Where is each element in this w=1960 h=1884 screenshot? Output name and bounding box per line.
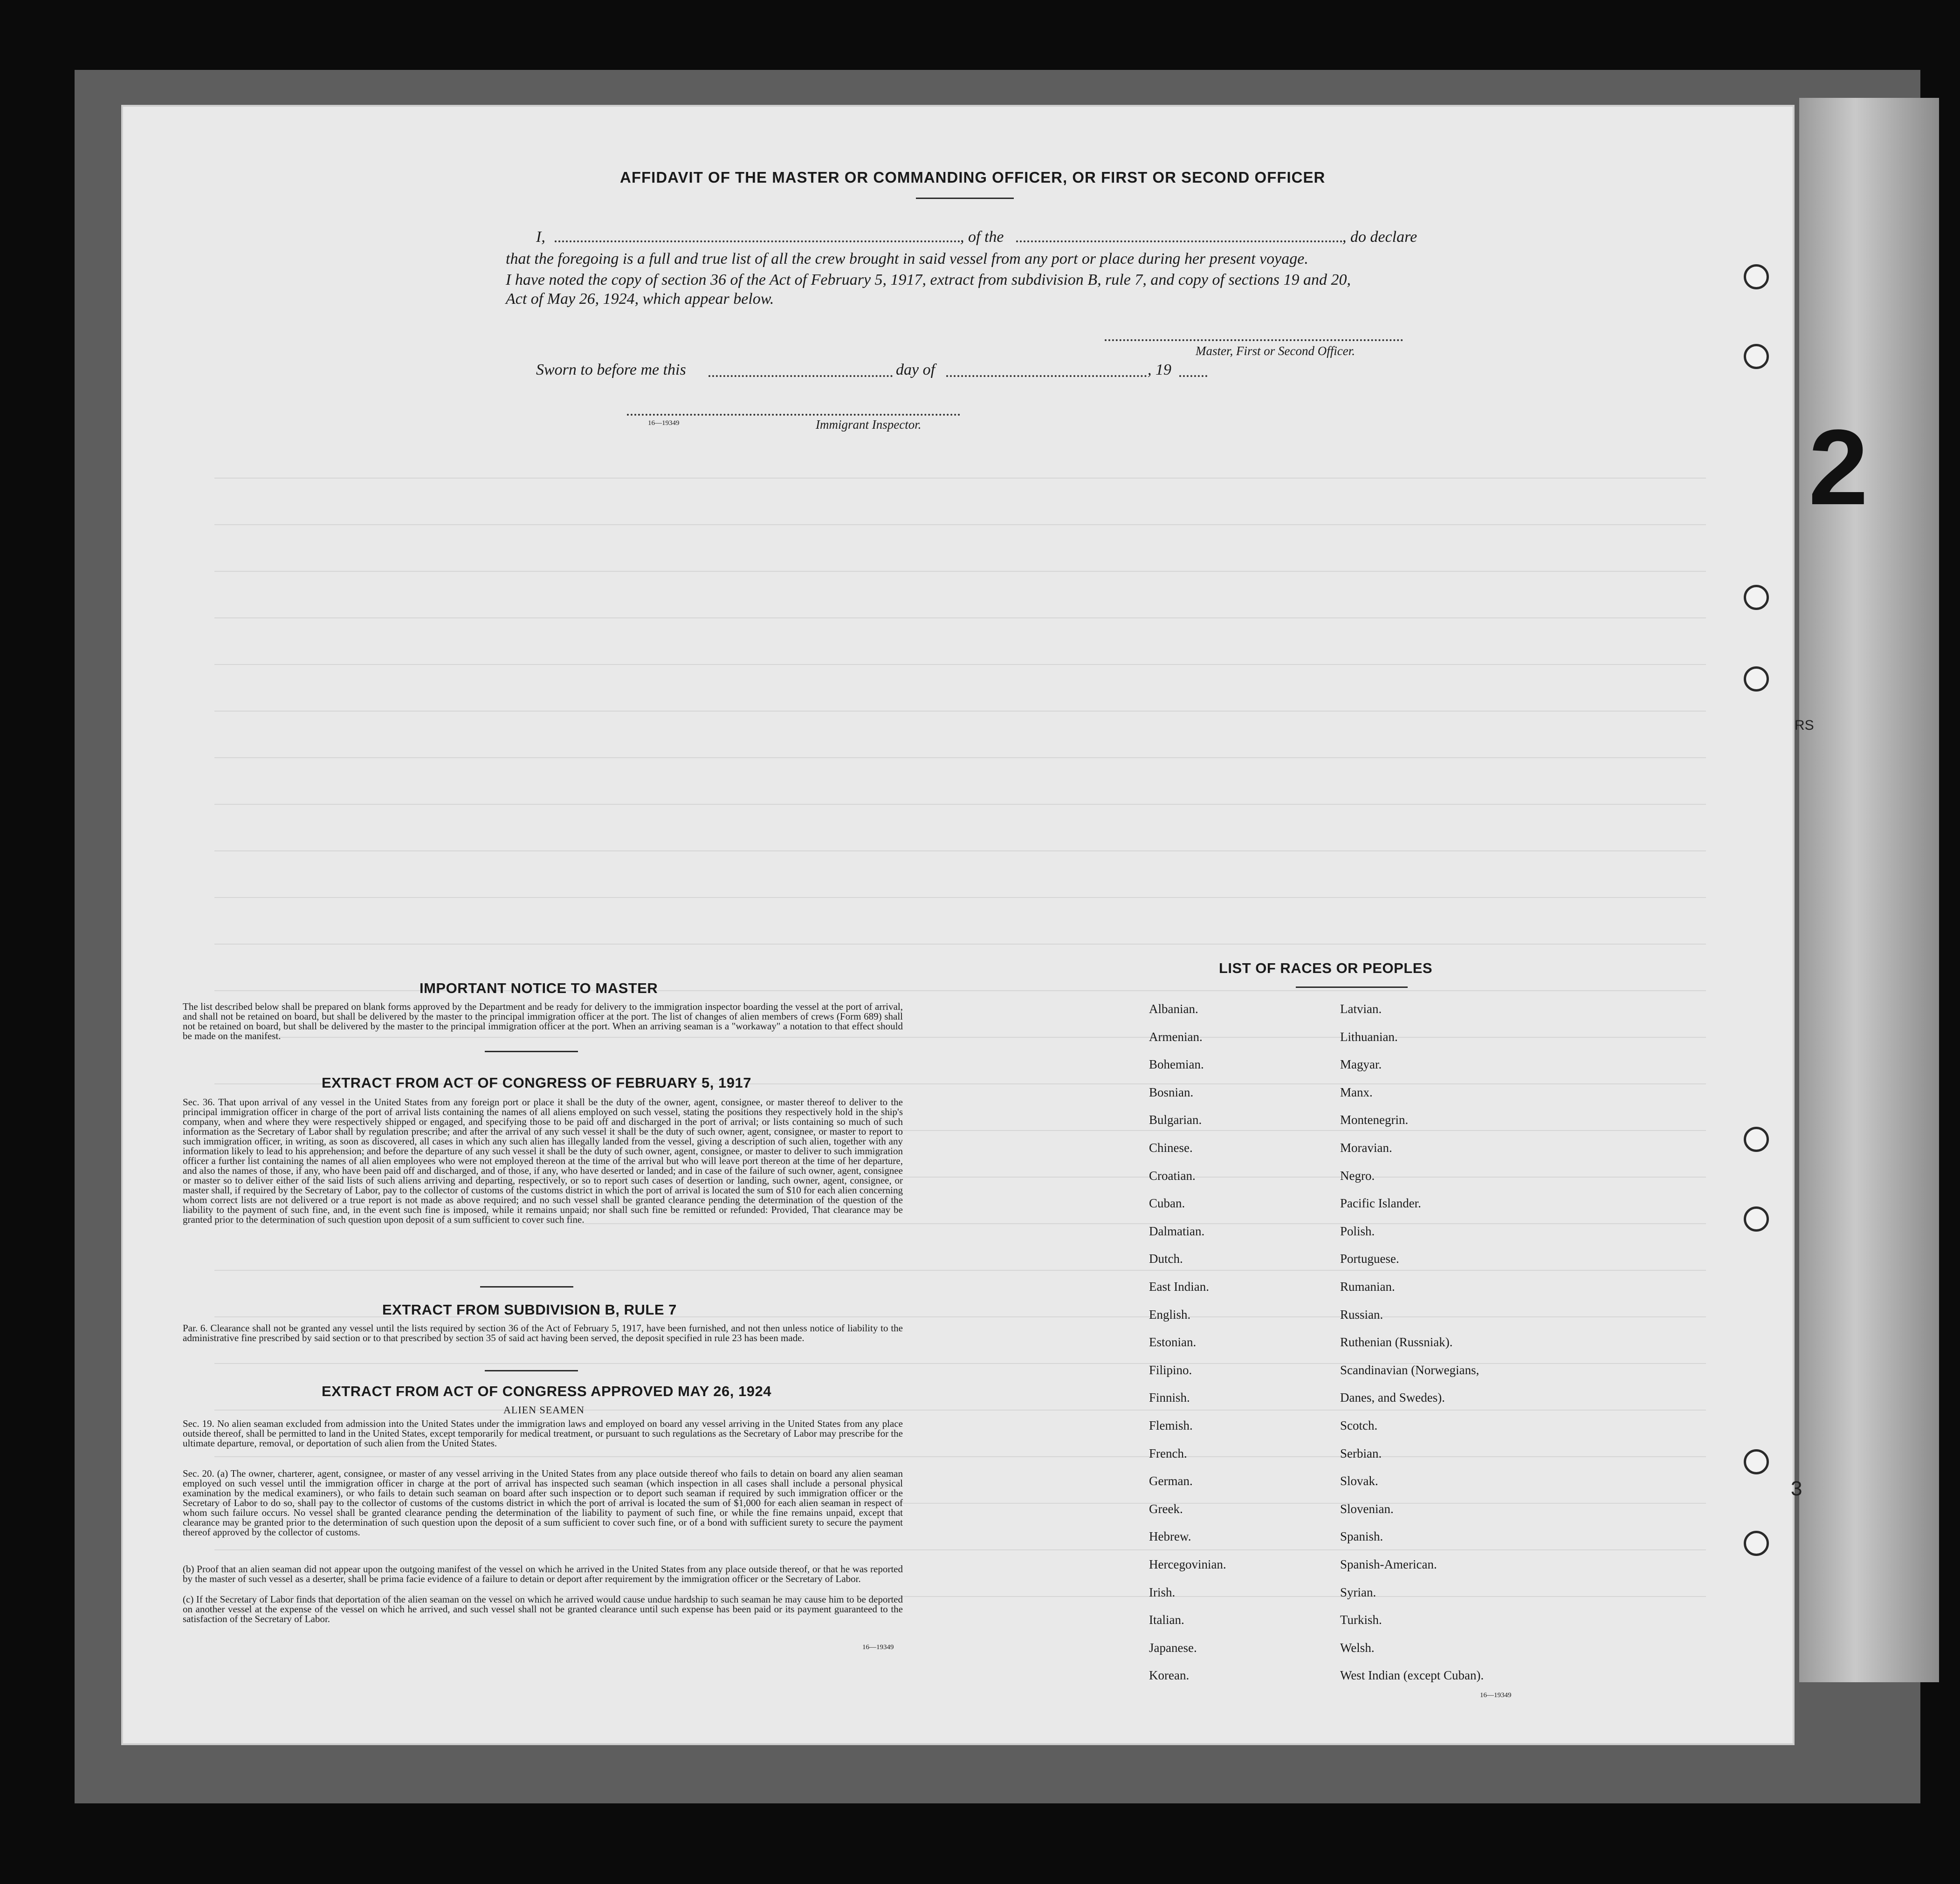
act1924-sec20b: (b) Proof that an alien seaman did not appear upon the outgoing manifest of the vessel on which he arrived in the United States from any place outside thereof, or that he was reported by the master of such vessel as a deserter, shall be prima facie evidence of a failure to detain or deport after requirement by the immigration officer or the Secretary of Labor. <box>183 1563 903 1584</box>
race-item: Finnish. <box>1149 1391 1190 1405</box>
affiant-label: I, <box>536 228 545 246</box>
race-item: Slovak. <box>1340 1474 1378 1488</box>
affidavit-line-4: Act of May 26, 1924, which appear below. <box>506 290 774 308</box>
day-of-label: day of <box>896 361 935 378</box>
form-number: 16—19349 <box>648 419 680 427</box>
race-item: Cuban. <box>1149 1196 1185 1211</box>
race-item: Bohemian. <box>1149 1057 1204 1072</box>
punch-hole <box>1744 666 1769 692</box>
race-item: Spanish. <box>1340 1529 1383 1544</box>
sworn-month-field[interactable] <box>946 375 1147 377</box>
punch-hole <box>1744 264 1769 289</box>
vessel-field[interactable] <box>1016 240 1342 242</box>
race-item: Scotch. <box>1340 1418 1378 1432</box>
notice-heading: IMPORTANT NOTICE TO MASTER <box>420 980 658 996</box>
race-item: Japanese. <box>1149 1640 1197 1655</box>
race-item: West Indian (except Cuban). <box>1340 1668 1484 1683</box>
race-item: Pacific Islander. <box>1340 1196 1421 1211</box>
punch-hole <box>1744 344 1769 369</box>
race-item: Dutch. <box>1149 1252 1183 1266</box>
race-item: Flemish. <box>1149 1418 1193 1432</box>
rule7-heading: EXTRACT FROM SUBDIVISION B, RULE 7 <box>382 1302 677 1318</box>
race-item: Slovenian. <box>1340 1501 1394 1516</box>
race-item: Turkish. <box>1340 1613 1382 1627</box>
sworn-year-field[interactable] <box>1179 375 1207 377</box>
affidavit-heading: AFFIDAVIT OF THE MASTER OR COMMANDING OFFICER, OR FIRST OR SECOND OFFICER <box>620 169 1326 186</box>
race-item: German. <box>1149 1474 1193 1488</box>
act1917-sec36: Sec. 36. That upon arrival of any vessel in the United States from any foreign port or place it shall be the duty of the owner, agent, consignee, or master thereof to deliver to the principal immigration officer in charge of the port of arrival lists containing the names of all aliens employed on such vessel, stating the positions they respectively hold in the ship's company, when and where they were respectively shipped or engaged, and specifying those to be paid off and discharged in the port of arrival; or lists containing so much of such information as the Secretary of Labor shall by regulation prescribe; and after the arrival of any such vessel it shall be the duty of such owner, agent, consignee, or master to report to such immigration officer, in writing, as soon as discovered, all cases in which any such alien has illegally landed from the vessel, giving a description of such alien, together with any information likely to lead to his apprehension; and before the departure of any such vessel it shall be the duty of such owner, agent, consignee, or master to deliver to such immigration officer a further list containing the names of all alien employees who were not employed thereon at the time of the arrival but who will leave port thereon at the time of her departure, and also the names of those, if any, who have been paid off and discharged, and of those, if any, who have deserted or landed; and in case of the failure of such owner, agent, consignee or master so to deliver either of the said lists of such aliens arriving and departing, respectively, or so to report such cases of desertion or landing, such owner, agent, consignee, or master shall, if required by the Secretary of Labor, pay to the collector of customs of the customs district in which the port of arrival is located the sum of $10 for each alien concerning whom correct lists are not delivered or a true report is not made as above required; and no such vessel shall be granted clearance pending the determination of the question of the liability to the payment of such fine, and, in the event such fine is imposed, while it remains unpaid; nor shall such fine be remitted or refunded: Provided, That clearance may be granted prior to the determination of such question upon deposit of a sum sufficient to cover such fine. <box>183 1096 903 1225</box>
race-item: Russian. <box>1340 1307 1383 1322</box>
notice-body: The list described below shall be prepared on blank forms approved by the Department and be ready for delivery to the immigration inspector boarding the vessel at the port of arrival, and shall not be retained on board, but shall be delivered by the master to the principal immigration officer at the port. The list of changes of alien members of crews (Form 689) shall not be retained on board, but shall be delivered by the master to the principal immigration officer at the port. When an arriving seaman is a "workaway" a notation to that effect should be made on the manifest. <box>183 1001 903 1041</box>
punch-hole <box>1744 1449 1769 1474</box>
inspector-signature-field[interactable] <box>627 414 960 416</box>
race-item: Latvian. <box>1340 1002 1382 1016</box>
race-item: Danes, and Swedes). <box>1340 1391 1445 1405</box>
race-item: Welsh. <box>1340 1640 1375 1655</box>
race-item: Italian. <box>1149 1613 1184 1627</box>
race-item: Scandinavian (Norwegians, <box>1340 1363 1479 1377</box>
affidavit-line-2: that the foregoing is a full and true list of all the crew brought in said vessel from any port or place during her present voyage. <box>506 250 1308 267</box>
race-item: Bosnian. <box>1149 1085 1194 1099</box>
heading-rule <box>916 198 1014 199</box>
race-item: Manx. <box>1340 1085 1373 1099</box>
do-declare-label: , do declare <box>1342 228 1417 246</box>
race-item: Korean. <box>1149 1668 1190 1683</box>
form-number: 16—19349 <box>862 1644 894 1651</box>
margin-edge-text: 3 <box>1791 1477 1802 1500</box>
section-rule <box>485 1051 578 1052</box>
act1917-heading: EXTRACT FROM ACT OF CONGRESS OF FEBRUARY 5, 1917 <box>322 1075 751 1091</box>
race-item: Chinese. <box>1149 1141 1193 1155</box>
race-item: Armenian. <box>1149 1029 1203 1044</box>
race-item: Albanian. <box>1149 1002 1198 1016</box>
act1924-subheading: ALIEN SEAMEN <box>503 1404 585 1416</box>
act1924-sec19: Sec. 19. No alien seaman excluded from admission into the United States under the immigration laws and employed on board any vessel arriving in the United States from any place outside thereof, shall be permitted to land in the United States, except temporarily for medical treatment, or pursuant to such regulations as the Secretary of Labor may prescribe for the ultimate departure, removal, or deportation of such alien from the United States. <box>183 1418 903 1449</box>
rule7-par6: Par. 6. Clearance shall not be granted any vessel until the lists required by section 36 of the Act of February 5, 1917, have been furnished, and not then unless notice of liability to the administrative fine prescribed by said section or to that prescribed by section 35 of said act having been served, the deposit specified in rule 23 has been made. <box>183 1322 903 1343</box>
act1924-heading: EXTRACT FROM ACT OF CONGRESS APPROVED MAY 26, 1924 <box>322 1383 771 1399</box>
section-rule <box>480 1286 573 1288</box>
sworn-label: Sworn to before me this <box>536 361 686 378</box>
race-item: Greek. <box>1149 1501 1183 1516</box>
affiant-name-field[interactable] <box>555 240 960 242</box>
race-item: Dalmatian. <box>1149 1224 1205 1238</box>
race-item: Syrian. <box>1340 1585 1376 1599</box>
of-the-label: , of the <box>960 228 1004 246</box>
race-item: Hebrew. <box>1149 1529 1191 1544</box>
year-label: , 19 <box>1148 361 1171 378</box>
race-item: Bulgarian. <box>1149 1113 1202 1127</box>
sworn-date-field[interactable] <box>708 375 893 377</box>
act1924-sec20c: (c) If the Secretary of Labor finds that deportation of the alien seaman on the vessel on which he arrived would cause undue hardship to such seaman he may cause him to be deported on another vessel at the expense of the vessel on which he arrived, and such vessel shall not be granted clearance until such expense has been paid or its payment guaranteed to the satisfaction of the Secretary of Labor. <box>183 1594 903 1624</box>
race-item: English. <box>1149 1307 1191 1322</box>
race-item: Irish. <box>1149 1585 1176 1599</box>
section-rule <box>485 1370 578 1371</box>
inspector-label: Immigrant Inspector. <box>816 418 922 432</box>
margin-edge-text: RS <box>1795 718 1814 733</box>
race-item: Estonian. <box>1149 1335 1197 1350</box>
affidavit-line-3: I have noted the copy of section 36 of the Act of February 5, 1917, extract from subdivision B, rule 7, and copy of sections 19 and 20, <box>506 271 1351 288</box>
adjacent-page-edge <box>1799 98 1939 1682</box>
race-item: Filipino. <box>1149 1363 1192 1377</box>
punch-hole <box>1744 1531 1769 1556</box>
race-item: Serbian. <box>1340 1446 1382 1460</box>
race-item: Hercegovinian. <box>1149 1557 1226 1571</box>
race-item: Moravian. <box>1340 1141 1392 1155</box>
margin-number-mark: 2 <box>1809 407 1868 527</box>
race-item: East Indian. <box>1149 1280 1209 1294</box>
form-number: 16—19349 <box>1480 1692 1512 1699</box>
act1924-sec20a: Sec. 20. (a) The owner, charterer, agent, consignee, or master of any vessel arriving in the United States from any place outside thereof who fails to detain on board any alien seaman employed on such vessel until the immigration officer in charge at the port of arrival has inspected such seaman (which inspection in all cases shall include a personal physical examination by the medical examiners), or who fails to detain such seaman on board after such inspection or to deport such seaman if required by such immigration officer or the Secretary of Labor to do so, shall pay to the collector of customs of the customs district in which the port of arrival is located the sum of $1,000 for each alien seaman in respect of whom such failure occurs. No vessel shall be granted clearance pending the determination of the liability to payment of such fine, or while the fine remains unpaid, except that clearance may be granted prior to the determination of such question upon the deposit of a sum sufficient to cover such fine, or of a bond with sufficient surety to secure the payment thereof approved by the collector of customs. <box>183 1468 903 1538</box>
race-item: Rumanian. <box>1340 1280 1395 1294</box>
race-item: French. <box>1149 1446 1187 1460</box>
races-heading: LIST OF RACES OR PEOPLES <box>1219 960 1433 976</box>
heading-rule <box>1296 987 1408 988</box>
race-item: Spanish-American. <box>1340 1557 1437 1571</box>
race-item: Portuguese. <box>1340 1252 1399 1266</box>
race-item: Lithuanian. <box>1340 1029 1398 1044</box>
master-signature-field[interactable] <box>1105 339 1403 341</box>
race-item: Polish. <box>1340 1224 1375 1238</box>
master-signature-label: Master, First or Second Officer. <box>1196 344 1355 358</box>
race-item: Negro. <box>1340 1168 1375 1183</box>
race-item: Magyar. <box>1340 1057 1382 1072</box>
punch-hole <box>1744 1206 1769 1232</box>
punch-hole <box>1744 585 1769 610</box>
race-item: Ruthenian (Russniak). <box>1340 1335 1453 1350</box>
race-item: Croatian. <box>1149 1168 1196 1183</box>
punch-hole <box>1744 1127 1769 1152</box>
race-item: Montenegrin. <box>1340 1113 1409 1127</box>
